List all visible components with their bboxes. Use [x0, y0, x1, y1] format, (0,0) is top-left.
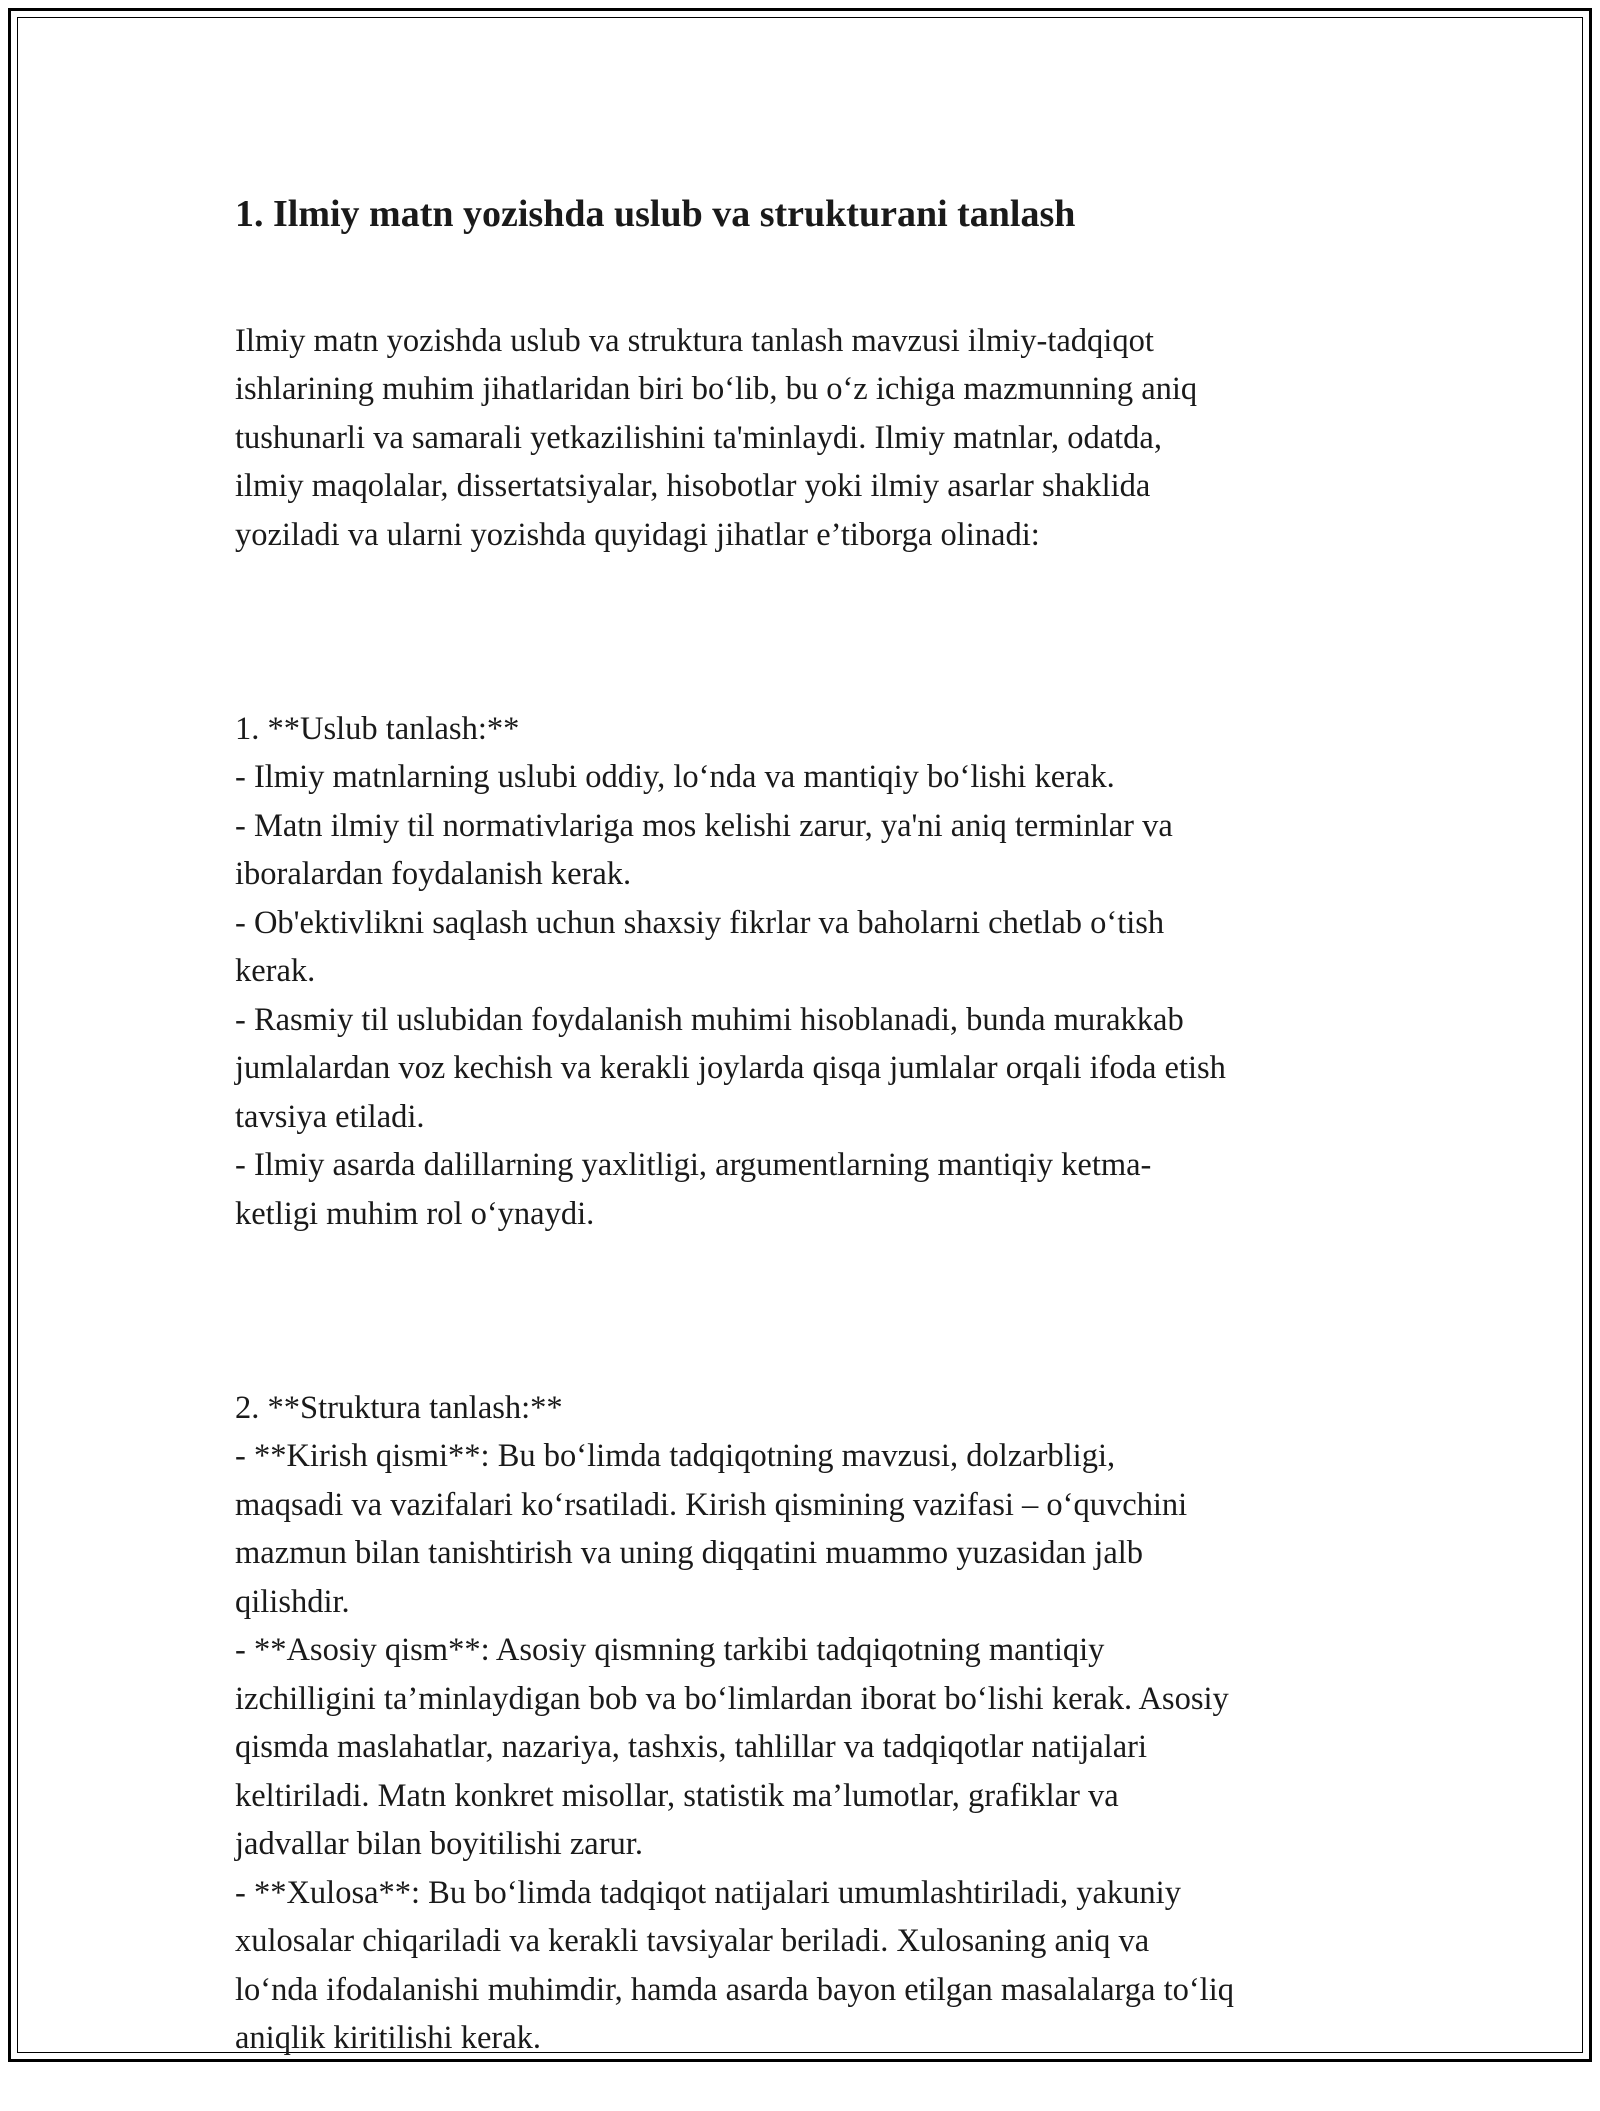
intro-paragraph: Ilmiy matn yozishda uslub va struktura tanlash mavzusi ilmiy-tadqiqot ishlarining muhim jihatlaridan biri bo‘lib, bu o‘z ichiga mazmunning aniq tushunarli va samarali yetkazilishini ta'minlaydi. Ilmiy matnlar, odatda, ilmiy maqolalar, dissertatsiyalar, hisobotlar yoki ilmiy asarlar shaklida yoziladi va ularni yozishda quyidagi jihatlar e’tiborga olinadi:: [235, 322, 1198, 553]
document-body: [235, 186, 1375, 2111]
style-section: 1. **Uslub tanlash:** - Ilmiy matnlarning uslubi oddiy, lo‘nda va mantiqiy bo‘lishi kerak. - Matn ilmiy til normativlariga mos kelishi zarur, ya'ni aniq terminlar va iboralardan foydalanish kerak. - Ob'ektivlikni saqlash uchun shaxsiy fikrlar va baholarni chetlab o‘tish kerak. - Rasmiy til uslubidan foydalanish muhimi hisoblanadi, bunda murakkab jumlalardan voz kechish va kerakli joylarda qisqa jumlalar orqali ifoda etish tavsiya etiladi. - Ilmiy asarda dalillarning yaxlitligi, argumentlarning mantiqiy ketma- ketligi muhim rol o‘ynaydi.: [235, 710, 1226, 1232]
structure-section: 2. **Struktura tanlash:** - **Kirish qismi**: Bu bo‘limda tadqiqotning mavzusi, dolzarbligi, maqsadi va vazifalari ko‘rsatiladi. Kirish qismining vazifasi – o‘quvchini mazmun bilan tanishtirish va uning diqqatini muammo yuzasidan jalb qilishdir. - **Asosiy qism**: Asosiy qismning tarkibi tadqiqotning mantiqiy izchilligini ta’minlaydigan bob va bo‘limlardan iborat bo‘lishi kerak. Asosiy qismda maslahatlar, nazariya, tashxis, tahlillar va tadqiqotlar natijalari keltiriladi. Matn konkret misollar, statistik ma’lumotlar, grafiklar va jadvallar bilan boyitilishi zarur. - **Xulosa**: Bu bo‘limda tadqiqot natijalari umumlashtiriladi, yakuniy xulosalar chiqariladi va kerakli tavsiyalar beriladi. Xulosaning aniq va lo‘nda ifodalanishi muhimdir, hamda asarda bayon etilgan masalalarga to‘liq aniqlik kiritilishi kerak.: [235, 1389, 1234, 2056]
section-heading: 1. Ilmiy matn yozishda uslub va strukturani tanlash: [235, 193, 1076, 235]
body-text: [235, 268, 1375, 2111]
blank-line: [235, 1287, 1375, 1336]
blank-line: [235, 608, 1375, 657]
